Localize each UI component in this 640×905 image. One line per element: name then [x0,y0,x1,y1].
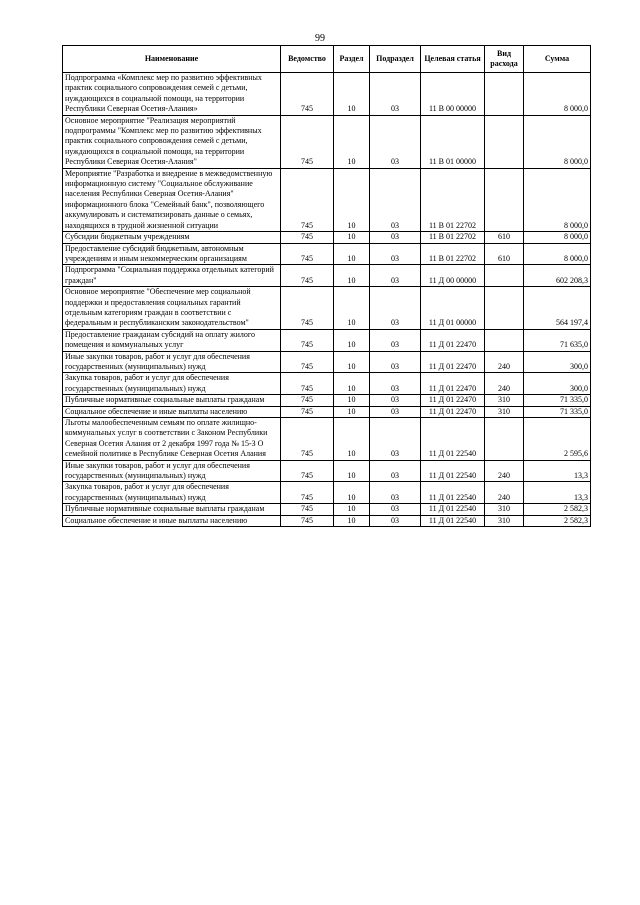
cell-name: Социальное обеспечение и иные выплаты населению [63,515,281,526]
cell-name: Иные закупки товаров, работ и услуг для обеспечения государственных (муниципальных) нужд [63,460,281,482]
cell-podrazdel: 03 [370,406,421,417]
cell-summa: 13,3 [524,482,591,504]
cell-summa: 2 595,6 [524,418,591,461]
table-row [63,504,591,515]
cell-summa: 8 000,0 [524,232,591,243]
table-row [63,351,591,373]
table-row [63,406,591,417]
table-row [63,515,591,526]
cell-razdel: 10 [334,515,370,526]
cell-vid-raskhoda: 240 [485,351,524,373]
table-row [63,232,591,243]
cell-vedomstvo: 745 [281,243,334,265]
cell-summa: 8 000,0 [524,168,591,231]
cell-vedomstvo: 745 [281,395,334,406]
cell-summa: 2 582,3 [524,504,591,515]
cell-vid-raskhoda: 240 [485,460,524,482]
cell-razdel: 10 [334,243,370,265]
cell-celevaya-statya: 11 В 01 22702 [421,232,485,243]
cell-vedomstvo: 745 [281,406,334,417]
cell-razdel: 10 [334,351,370,373]
header-celevaya-statya: Целевая статья [421,46,485,73]
header-vedomstvo: Ведомство [281,46,334,73]
cell-vid-raskhoda: 310 [485,504,524,515]
table-row [63,287,591,330]
cell-podrazdel: 03 [370,232,421,243]
cell-summa: 71 335,0 [524,395,591,406]
cell-razdel: 10 [334,460,370,482]
cell-podrazdel: 03 [370,287,421,330]
cell-podrazdel: 03 [370,418,421,461]
cell-podrazdel: 03 [370,351,421,373]
cell-celevaya-statya: 11 Д 01 22470 [421,395,485,406]
cell-summa: 8 000,0 [524,243,591,265]
cell-vedomstvo: 745 [281,373,334,395]
cell-vedomstvo: 745 [281,504,334,515]
cell-celevaya-statya: 11 Д 01 22540 [421,515,485,526]
cell-vid-raskhoda [485,265,524,287]
table-row [63,395,591,406]
cell-vid-raskhoda [485,329,524,351]
cell-razdel: 10 [334,395,370,406]
cell-summa: 8 000,0 [524,73,591,116]
cell-vid-raskhoda: 240 [485,482,524,504]
cell-podrazdel: 03 [370,329,421,351]
cell-celevaya-statya: 11 В 00 00000 [421,73,485,116]
cell-name: Предоставление субсидий бюджетным, автономным учреждениям и иным некоммерческим организациям [63,243,281,265]
cell-vid-raskhoda: 310 [485,406,524,417]
cell-podrazdel: 03 [370,482,421,504]
cell-podrazdel: 03 [370,395,421,406]
cell-summa: 602 208,3 [524,265,591,287]
cell-razdel: 10 [334,482,370,504]
cell-razdel: 10 [334,73,370,116]
cell-podrazdel: 03 [370,243,421,265]
cell-name: Льготы малообеспеченным семьям по оплате жилищно-коммунальных услуг в соответствии с Законом Республики Северная Осетия Алания от 2 декабря 1997 года № 15-З О семейной политике в Республике Северная Осетия Алания [63,418,281,461]
cell-celevaya-statya: 11 Д 01 22540 [421,460,485,482]
header-vid-raskhoda: Вид расхода [485,46,524,73]
cell-vid-raskhoda [485,418,524,461]
cell-celevaya-statya: 11 В 01 22702 [421,243,485,265]
cell-celevaya-statya: 11 Д 01 22470 [421,373,485,395]
cell-name: Закупка товаров, работ и услуг для обеспечения государственных (муниципальных) нужд [63,482,281,504]
cell-razdel: 10 [334,329,370,351]
cell-celevaya-statya: 11 Д 01 22540 [421,504,485,515]
cell-razdel: 10 [334,115,370,168]
cell-summa: 2 582,3 [524,515,591,526]
cell-name: Подпрограмма "Социальная поддержка отдельных категорий граждан" [63,265,281,287]
cell-celevaya-statya: 11 Д 01 22540 [421,482,485,504]
table-header-row [63,46,591,73]
table-row [63,243,591,265]
cell-celevaya-statya: 11 Д 01 22470 [421,329,485,351]
cell-vedomstvo: 745 [281,482,334,504]
cell-razdel: 10 [334,168,370,231]
cell-summa: 564 197,4 [524,287,591,330]
cell-podrazdel: 03 [370,515,421,526]
cell-vid-raskhoda [485,168,524,231]
table-row [63,73,591,116]
cell-vedomstvo: 745 [281,515,334,526]
cell-vedomstvo: 745 [281,351,334,373]
table-row [63,418,591,461]
table-row [63,168,591,231]
cell-razdel: 10 [334,373,370,395]
cell-vedomstvo: 745 [281,115,334,168]
header-name: Наименование [63,46,281,73]
cell-name: Публичные нормативные социальные выплаты гражданам [63,395,281,406]
cell-summa: 300,0 [524,351,591,373]
cell-vedomstvo: 745 [281,265,334,287]
cell-vedomstvo: 745 [281,232,334,243]
cell-name: Предоставление гражданам субсидий на оплату жилого помещения и коммунальных услуг [63,329,281,351]
cell-razdel: 10 [334,418,370,461]
cell-podrazdel: 03 [370,373,421,395]
cell-razdel: 10 [334,406,370,417]
header-podrazdel: Подраздел [370,46,421,73]
cell-name: Иные закупки товаров, работ и услуг для обеспечения государственных (муниципальных) нужд [63,351,281,373]
cell-name: Основное мероприятие "Обеспечение мер социальной поддержки и предоставления социальных гарантий отдельным категориям граждан в соответствии с федеральным и республиканским законодательством" [63,287,281,330]
table-row [63,482,591,504]
header-summa: Сумма [524,46,591,73]
cell-vedomstvo: 745 [281,168,334,231]
cell-podrazdel: 03 [370,115,421,168]
table-row [63,373,591,395]
cell-celevaya-statya: 11 Д 00 00000 [421,265,485,287]
cell-razdel: 10 [334,265,370,287]
cell-vid-raskhoda [485,287,524,330]
cell-summa: 13,3 [524,460,591,482]
cell-name: Социальное обеспечение и иные выплаты населению [63,406,281,417]
cell-celevaya-statya: 11 Д 01 22470 [421,351,485,373]
table-row [63,265,591,287]
cell-name: Субсидии бюджетным учреждениям [63,232,281,243]
cell-vedomstvo: 745 [281,460,334,482]
cell-vid-raskhoda: 240 [485,373,524,395]
cell-razdel: 10 [334,287,370,330]
cell-podrazdel: 03 [370,265,421,287]
cell-name: Закупка товаров, работ и услуг для обеспечения государственных (муниципальных) нужд [63,373,281,395]
cell-vid-raskhoda: 610 [485,232,524,243]
cell-celevaya-statya: 11 Д 01 00000 [421,287,485,330]
table-row [63,460,591,482]
page-number: 99 [315,33,325,44]
cell-name: Мероприятие "Разработка и внедрение в межведомственную информационную систему "Социальное обслуживание населения Республики Северная Осетия-Алания" информационного блока "Семейный банк", позволяющего аккумулировать и систематизировать данные о семьях, находящихся в трудной жизненной ситуации [63,168,281,231]
cell-vid-raskhoda: 310 [485,515,524,526]
cell-name: Основное мероприятие "Реализация мероприятий подпрограммы "Комплекс мер по развитию эффективных практик социального сопровождения семей с детьми, нуждающихся в социальной помощи, на территории Республики Северная Осетия-Алания" [63,115,281,168]
cell-vid-raskhoda [485,115,524,168]
cell-celevaya-statya: 11 Д 01 22540 [421,418,485,461]
table-row [63,329,591,351]
cell-name: Публичные нормативные социальные выплаты гражданам [63,504,281,515]
cell-podrazdel: 03 [370,460,421,482]
cell-vedomstvo: 745 [281,329,334,351]
cell-summa: 8 000,0 [524,115,591,168]
budget-table [62,45,591,527]
cell-vedomstvo: 745 [281,418,334,461]
cell-celevaya-statya: 11 В 01 22702 [421,168,485,231]
header-razdel: Раздел [334,46,370,73]
cell-name: Подпрограмма «Комплекс мер по развитию эффективных практик социального сопровождения семей с детьми, нуждающихся в социальной помощи, на территории Республики Северная Осетия-Алания» [63,73,281,116]
cell-summa: 71 335,0 [524,406,591,417]
cell-summa: 71 635,0 [524,329,591,351]
cell-podrazdel: 03 [370,504,421,515]
cell-podrazdel: 03 [370,168,421,231]
cell-razdel: 10 [334,504,370,515]
cell-celevaya-statya: 11 Д 01 22470 [421,406,485,417]
cell-vedomstvo: 745 [281,73,334,116]
cell-vedomstvo: 745 [281,287,334,330]
cell-celevaya-statya: 11 В 01 00000 [421,115,485,168]
cell-vid-raskhoda: 610 [485,243,524,265]
cell-podrazdel: 03 [370,73,421,116]
table-row [63,115,591,168]
cell-summa: 300,0 [524,373,591,395]
cell-razdel: 10 [334,232,370,243]
cell-vid-raskhoda: 310 [485,395,524,406]
cell-vid-raskhoda [485,73,524,116]
